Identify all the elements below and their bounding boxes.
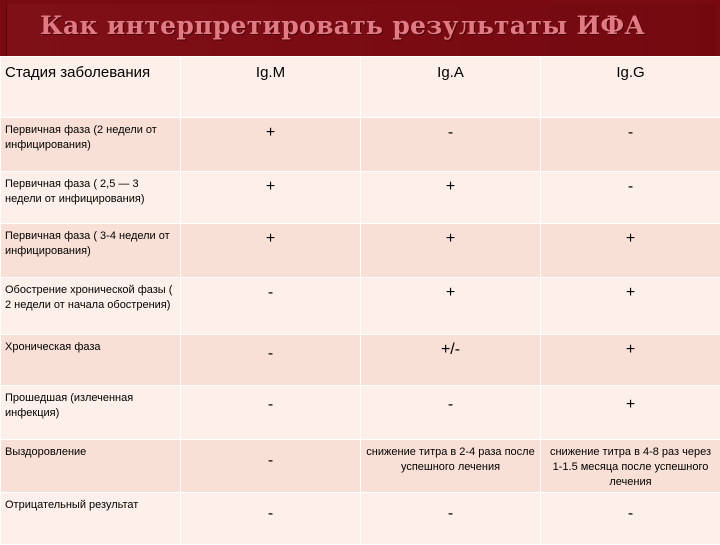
igg-cell: + <box>541 224 720 278</box>
igg-cell: - <box>541 118 720 172</box>
iga-cell: - <box>361 386 541 440</box>
header-stage: Стадия заболевания <box>1 57 181 118</box>
igg-cell: - <box>541 493 720 545</box>
stage-cell: Первичная фаза ( 3-4 недели от инфицирования) <box>1 224 181 278</box>
table-row <box>1 440 720 493</box>
igm-cell: + <box>181 224 361 278</box>
table-row <box>1 224 720 278</box>
iga-cell: + <box>361 224 541 278</box>
stage-cell: Выздоровление <box>1 440 181 493</box>
stage-cell: Отрицательный результат <box>1 493 181 545</box>
iga-cell: + <box>361 172 541 224</box>
igm-cell: - <box>181 335 361 386</box>
slide-title: Как интерпретировать результаты ИФА <box>40 11 645 40</box>
igg-cell: снижение титра в 4-8 раз через 1-1.5 месяца после успешного лечения <box>541 440 720 493</box>
iga-cell: - <box>361 118 541 172</box>
table-row <box>1 172 720 224</box>
table-row <box>1 278 720 335</box>
igm-cell: - <box>181 440 361 493</box>
igg-cell: + <box>541 335 720 386</box>
igm-cell: - <box>181 386 361 440</box>
stage-cell: Обострение хронической фазы ( 2 недели от начала обострения) <box>1 278 181 335</box>
stage-cell: Первичная фаза ( 2,5 — 3 недели от инфицирования) <box>1 172 181 224</box>
igm-cell: + <box>181 118 361 172</box>
stage-cell: Первичная фаза (2 недели от инфицирования) <box>1 118 181 172</box>
header-iga: Ig.A <box>361 57 541 118</box>
header-igm: Ig.M <box>181 57 361 118</box>
iga-cell: +/- <box>361 335 541 386</box>
table-row <box>1 386 720 440</box>
results-table <box>0 56 720 545</box>
table-row <box>1 118 720 172</box>
table-row <box>1 335 720 386</box>
iga-cell: снижение титра в 2-4 раза после успешного лечения <box>361 440 541 493</box>
stage-cell: Прошедшая (излеченная инфекция) <box>1 386 181 440</box>
igg-cell: - <box>541 172 720 224</box>
stage-cell: Хроническая фаза <box>1 335 181 386</box>
table-row <box>1 493 720 545</box>
igg-cell: + <box>541 386 720 440</box>
igg-cell: + <box>541 278 720 335</box>
iga-cell: + <box>361 278 541 335</box>
header-igg: Ig.G <box>541 57 720 118</box>
table-header-row <box>1 57 720 118</box>
title-banner <box>0 0 720 56</box>
iga-cell: - <box>361 493 541 545</box>
igm-cell: + <box>181 172 361 224</box>
igm-cell: - <box>181 278 361 335</box>
igm-cell: - <box>181 493 361 545</box>
